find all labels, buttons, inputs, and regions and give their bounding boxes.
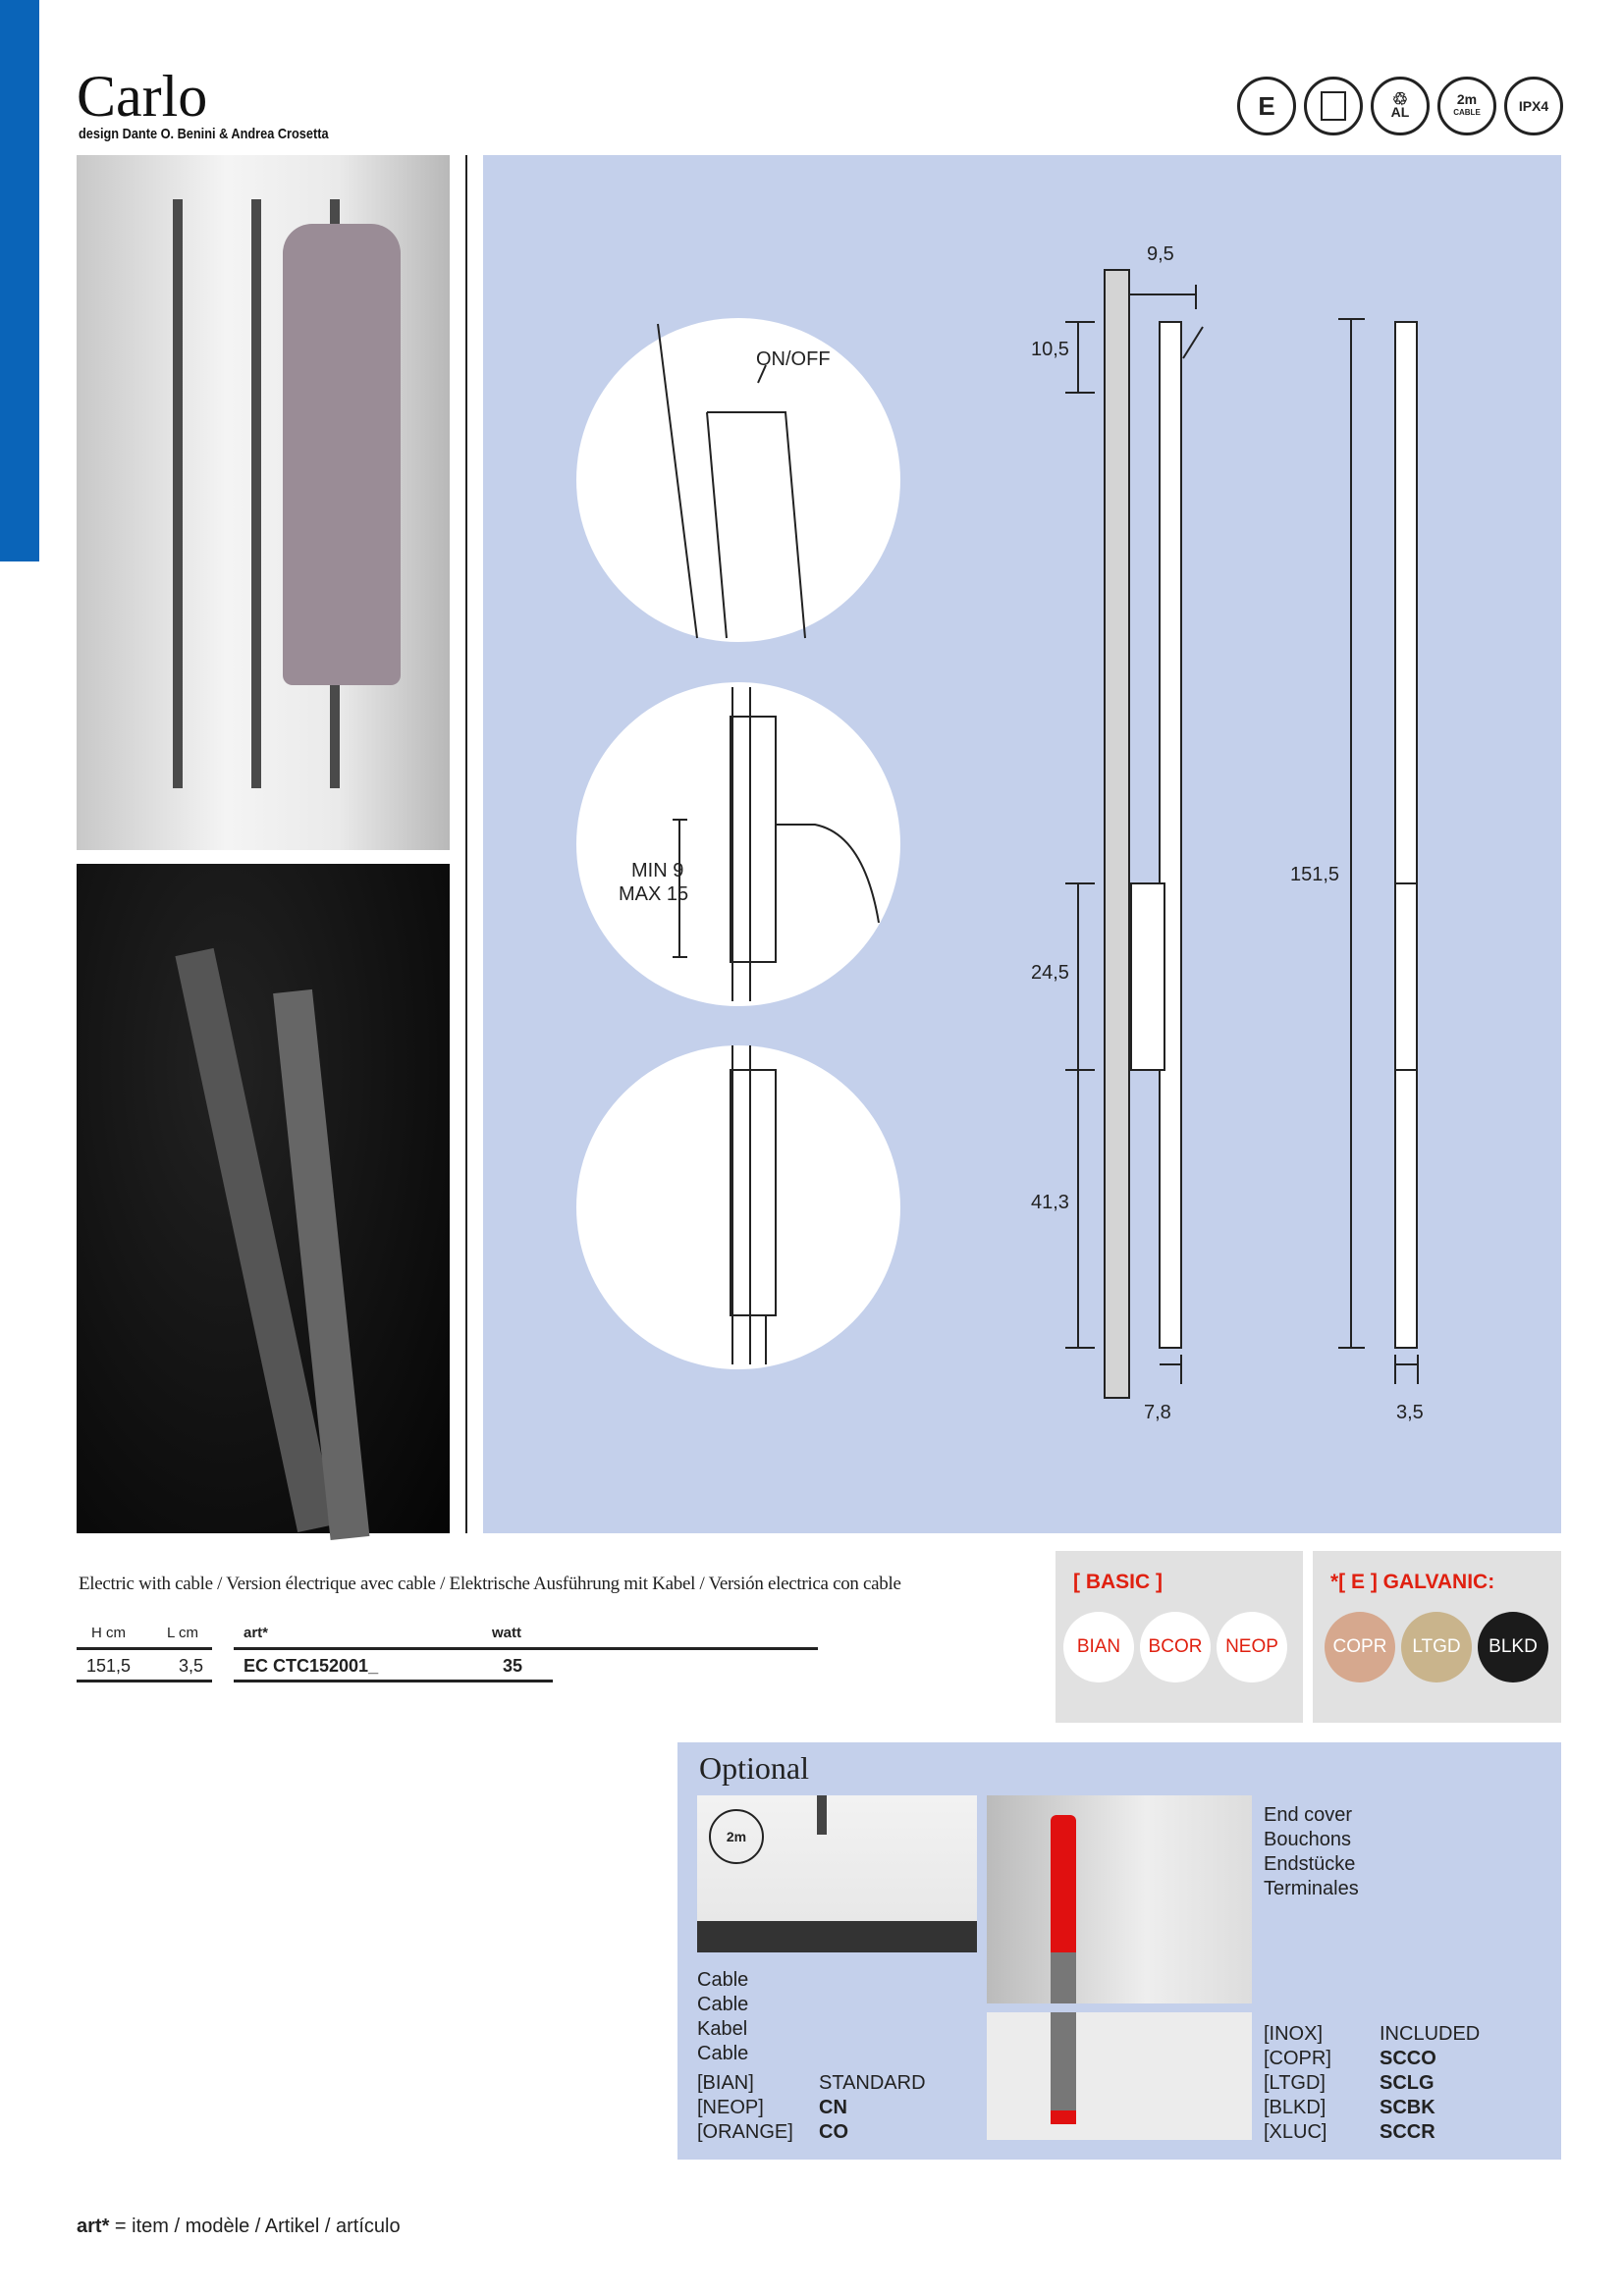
cable-photo bbox=[697, 1795, 977, 1952]
end-cap-photo bbox=[987, 2012, 1252, 2140]
recycle-al-icon: ♲ AL bbox=[1371, 77, 1430, 135]
max-label: MAX 15 bbox=[619, 883, 689, 905]
swatch-ltgd: LTGD bbox=[1401, 1612, 1472, 1682]
cable-options: [BIAN] STANDARD [NEOP] CN [ORANGE] CO bbox=[697, 2072, 926, 2143]
version-caption: Electric with cable / Version électrique avec cable / Elektrische Ausführung mit Kabel / Versión electrica con cable bbox=[79, 1574, 901, 1594]
detail-circle-bottom bbox=[576, 1045, 900, 1369]
cable-length-icon: 2m bbox=[709, 1809, 764, 1864]
cell-height: 151,5 bbox=[86, 1656, 132, 1676]
dim-bottom-height: 41,3 bbox=[1031, 1192, 1069, 1213]
swatch-neop: NEOP bbox=[1217, 1612, 1287, 1682]
cable-names: Cable Cable Kabel Cable bbox=[697, 1969, 749, 2064]
on-off-label: ON/OFF bbox=[756, 348, 831, 370]
ipx4-icon: IPX4 bbox=[1504, 77, 1563, 135]
min-label: MIN 9 bbox=[631, 860, 684, 881]
footer-note: art* = item / modèle / Artikel / artículo bbox=[77, 2216, 401, 2237]
header-l: L cm bbox=[167, 1625, 198, 1641]
swatch-blkd: BLKD bbox=[1478, 1612, 1548, 1682]
detail-circle-switch bbox=[576, 318, 900, 642]
designer-credit: design Dante O. Benini & Andrea Crosetta bbox=[79, 126, 329, 142]
end-cover-names: End cover Bouchons Endstücke Terminales bbox=[1264, 1804, 1359, 1899]
header-watt: watt bbox=[492, 1625, 521, 1641]
end-cover-photo bbox=[987, 1795, 1252, 2003]
optional-panel bbox=[677, 1742, 1561, 2160]
cell-art: EC CTC152001_ bbox=[244, 1656, 379, 1676]
cell-watt: 35 bbox=[503, 1656, 523, 1676]
spec-table bbox=[77, 1625, 823, 1683]
galvanic-finishes bbox=[1313, 1551, 1561, 1723]
dim-depth: 7,8 bbox=[1144, 1402, 1171, 1423]
page-title: Carlo bbox=[77, 64, 208, 129]
plug-icon: E bbox=[1237, 77, 1296, 135]
end-cover-options: [INOX] INCLUDED [COPR] SCCO [LTGD] SCLG [BLKD] SCBK [XLUC] SCCR bbox=[1264, 2023, 1481, 2143]
basic-finishes bbox=[1056, 1551, 1303, 1723]
dim-width: 3,5 bbox=[1396, 1402, 1424, 1423]
dim-box-height: 24,5 bbox=[1031, 962, 1069, 984]
dim-top-width: 9,5 bbox=[1147, 243, 1174, 265]
cable-2m-icon: 2m CABLE bbox=[1437, 77, 1496, 135]
galvanic-title: *[ E ] GALVANIC: bbox=[1330, 1571, 1495, 1593]
optional-title: Optional bbox=[699, 1750, 809, 1786]
swatch-bian: BIAN bbox=[1063, 1612, 1134, 1682]
swatch-bcor: BCOR bbox=[1140, 1612, 1211, 1682]
cell-length: 3,5 bbox=[179, 1656, 204, 1676]
swatch-copr: COPR bbox=[1325, 1612, 1395, 1682]
detail-circle-cable bbox=[576, 682, 900, 1006]
dim-total-height: 151,5 bbox=[1290, 864, 1340, 885]
header-art: art* bbox=[244, 1625, 269, 1641]
header-h: H cm bbox=[91, 1625, 126, 1641]
basic-title: [ BASIC ] bbox=[1073, 1571, 1163, 1593]
dim-top-height: 10,5 bbox=[1031, 339, 1069, 360]
